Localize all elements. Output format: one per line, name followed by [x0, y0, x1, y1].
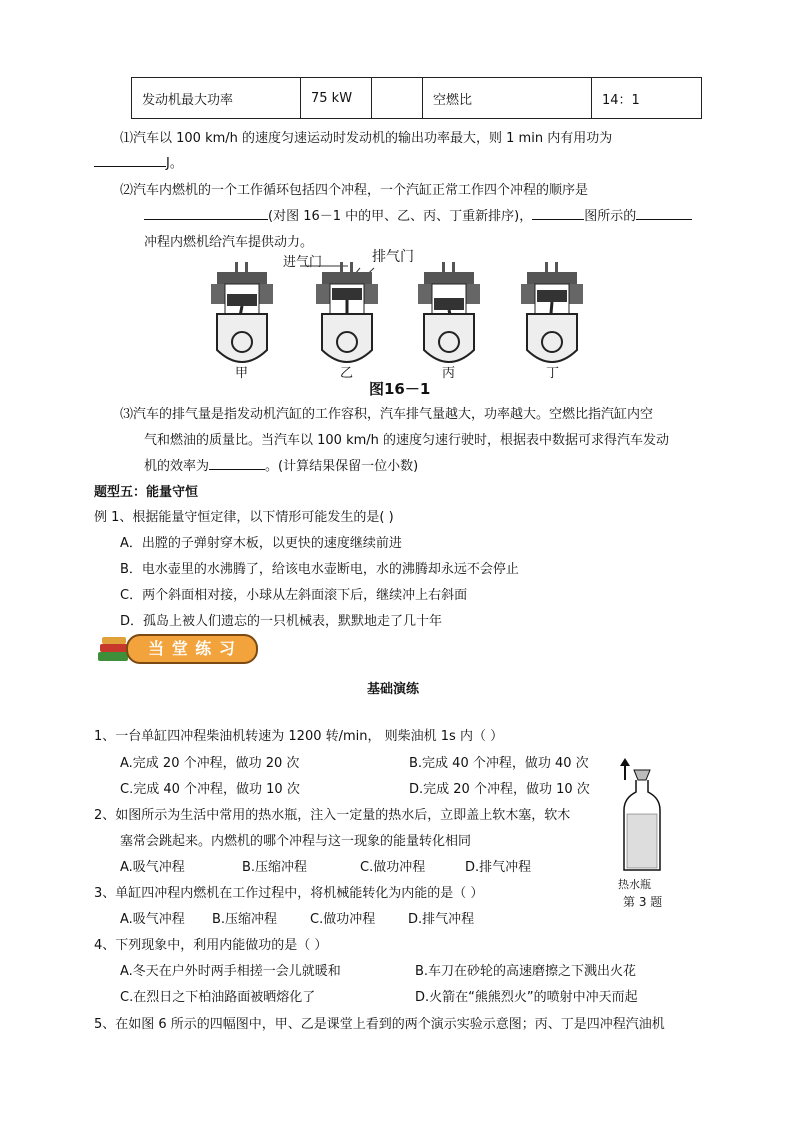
example1-option-c: C．两个斜面相对接，小球从左斜面滚下后，继续冲上右斜面 [120, 588, 468, 603]
exercise4-option-d: D.火箭在“熊熊烈火”的喷射中冲天而起 [415, 990, 638, 1005]
caption-jia: 甲 [235, 366, 249, 381]
q3-line2: 气和燃油的质量比。当汽车以 100 km/h 的速度匀速行驶时，根据表中数据可求得汽车发动 [144, 433, 670, 448]
spec-empty-cell [372, 78, 423, 119]
q2-line2-text: (对图 16－1 中的甲、乙、丙、丁重新排序)， [268, 209, 533, 224]
q1-unit: J。 [166, 156, 183, 171]
exercise2-option-d: D.排气冲程 [465, 860, 532, 875]
spec-table [131, 77, 702, 119]
example1-option-d: D．孤岛上被人们遗忘的一只机械表，默默地走了几十年 [120, 614, 443, 629]
exercise4-option-c: C.在烈日之下柏油路面被晒熔化了 [120, 990, 316, 1005]
q3-line3-text: 机的效率为 [144, 459, 210, 474]
caption-ding: 丁 [546, 366, 560, 381]
q2-order-blank [144, 207, 268, 220]
exercise4-option-a: A.冬天在户外时两手相搓一会儿就暖和 [120, 964, 341, 979]
spec-label-power: 发动机最大功率 [132, 78, 301, 119]
figure-title: 图16－1 [369, 380, 431, 398]
exercise1-option-b: B.完成 40 个冲程，做功 40 次 [409, 756, 589, 771]
example1-option-b: B．电水壶里的水沸腾了，给该电水壶断电，水的沸腾却永远不会停止 [120, 562, 519, 577]
q2-line2-text-b: 图所示的 [584, 209, 637, 224]
q3-line3-text-b: 。(计算结果保留一位小数) [265, 459, 419, 474]
engine-diagram-jia [211, 262, 273, 370]
thermos-icon [612, 758, 672, 874]
q2-line2 [144, 205, 692, 224]
table-row [132, 78, 702, 119]
exercise2-line2: 塞常会跳起来。内燃机的哪个冲程与这一现象的能量转化相同 [120, 834, 472, 849]
q2-line1: ⑵汽车内燃机的一个工作循环包括四个冲程，一个汽缸正常工作四个冲程的顺序是 [120, 183, 589, 198]
exercise3-stem: 3、单缸四冲程内燃机在工作过程中，将机械能转化为内能的是（ ） [94, 886, 484, 901]
exercise2-option-a: A.吸气冲程 [120, 860, 185, 875]
practice-title: 基础演练 [367, 682, 420, 697]
exhaust-valve-label: 排气门 [372, 249, 414, 265]
exercise4-stem: 4、下列现象中，利用内能做功的是（ ） [94, 938, 328, 953]
exercise5-line1: 5、在如图 6 所示的四幅图中，甲、乙是课堂上看到的两个演示实验示意图；丙、丁是四冲程汽油机 [94, 1017, 665, 1032]
q3-efficiency-blank [209, 457, 265, 470]
exercise2-option-b: B.压缩冲程 [242, 860, 308, 875]
example1-stem: 例 1、根据能量守恒定律，以下情形可能发生的是( ) [94, 510, 394, 525]
engine-diagram-yi [316, 262, 378, 370]
exercise3-option-d: D.排气冲程 [408, 912, 475, 927]
spec-label-afr: 空燃比 [423, 78, 592, 119]
q2-stroke-blank [636, 207, 692, 220]
exercise1-option-c: C.完成 40 个冲程，做功 10 次 [120, 782, 300, 797]
q1-line1: ⑴汽车以 100 km/h 的速度匀速运动时发动机的输出功率最大，则 1 min 内有用功为 [120, 131, 613, 146]
caption-bing: 丙 [442, 366, 456, 381]
spec-value-power: 75 kW [301, 78, 372, 119]
exercise1-option-a: A.完成 20 个冲程，做功 20 次 [120, 756, 300, 771]
q1-answer-blank [94, 154, 166, 167]
exercise1-stem: 1、一台单缸四冲程柴油机转速为 1200 转/min， 则柴油机 1s 内（ ） [94, 729, 504, 744]
thermos-label: 热水瓶 [618, 878, 651, 891]
thermos-caption: 第 3 题 [623, 895, 663, 909]
exercise3-option-c: C.做功冲程 [310, 912, 376, 927]
exercise2-line1: 2、如图所示为生活中常用的热水瓶，注入一定量的热水后，立即盖上软木塞，软木 [94, 808, 571, 823]
q1-line2 [94, 152, 183, 171]
exercise4-option-b: B.车刀在砂轮的高速磨擦之下溅出火花 [415, 964, 637, 979]
q2-figure-blank [532, 207, 584, 220]
caption-yi: 乙 [340, 366, 354, 381]
engine-diagram-bing [418, 262, 480, 370]
engine-diagram-ding [521, 262, 583, 370]
exercise2-option-c: C.做功冲程 [360, 860, 426, 875]
exercise3-option-a: A.吸气冲程 [120, 912, 185, 927]
exercise3-option-b: B.压缩冲程 [212, 912, 278, 927]
q3-line3 [144, 455, 418, 474]
q3-line1: ⑶汽车的排气量是指发动机汽缸的工作容积，汽车排气量越大，功率越大。空燃比指汽缸内空 [120, 407, 654, 422]
intake-valve-label: 进气门 [283, 255, 323, 270]
practice-badge [96, 632, 258, 664]
section5-heading: 题型五：能量守恒 [94, 485, 199, 500]
exercise1-option-d: D.完成 20 个冲程，做功 10 次 [409, 782, 590, 797]
q2-line3: 冲程内燃机给汽车提供动力。 [144, 235, 314, 250]
example1-option-a: A．出膛的子弹射穿木板，以更快的速度继续前进 [120, 536, 402, 551]
spec-value-afr: 14：1 [592, 78, 702, 119]
practice-badge-label: 当 堂 练 习 [126, 634, 258, 664]
